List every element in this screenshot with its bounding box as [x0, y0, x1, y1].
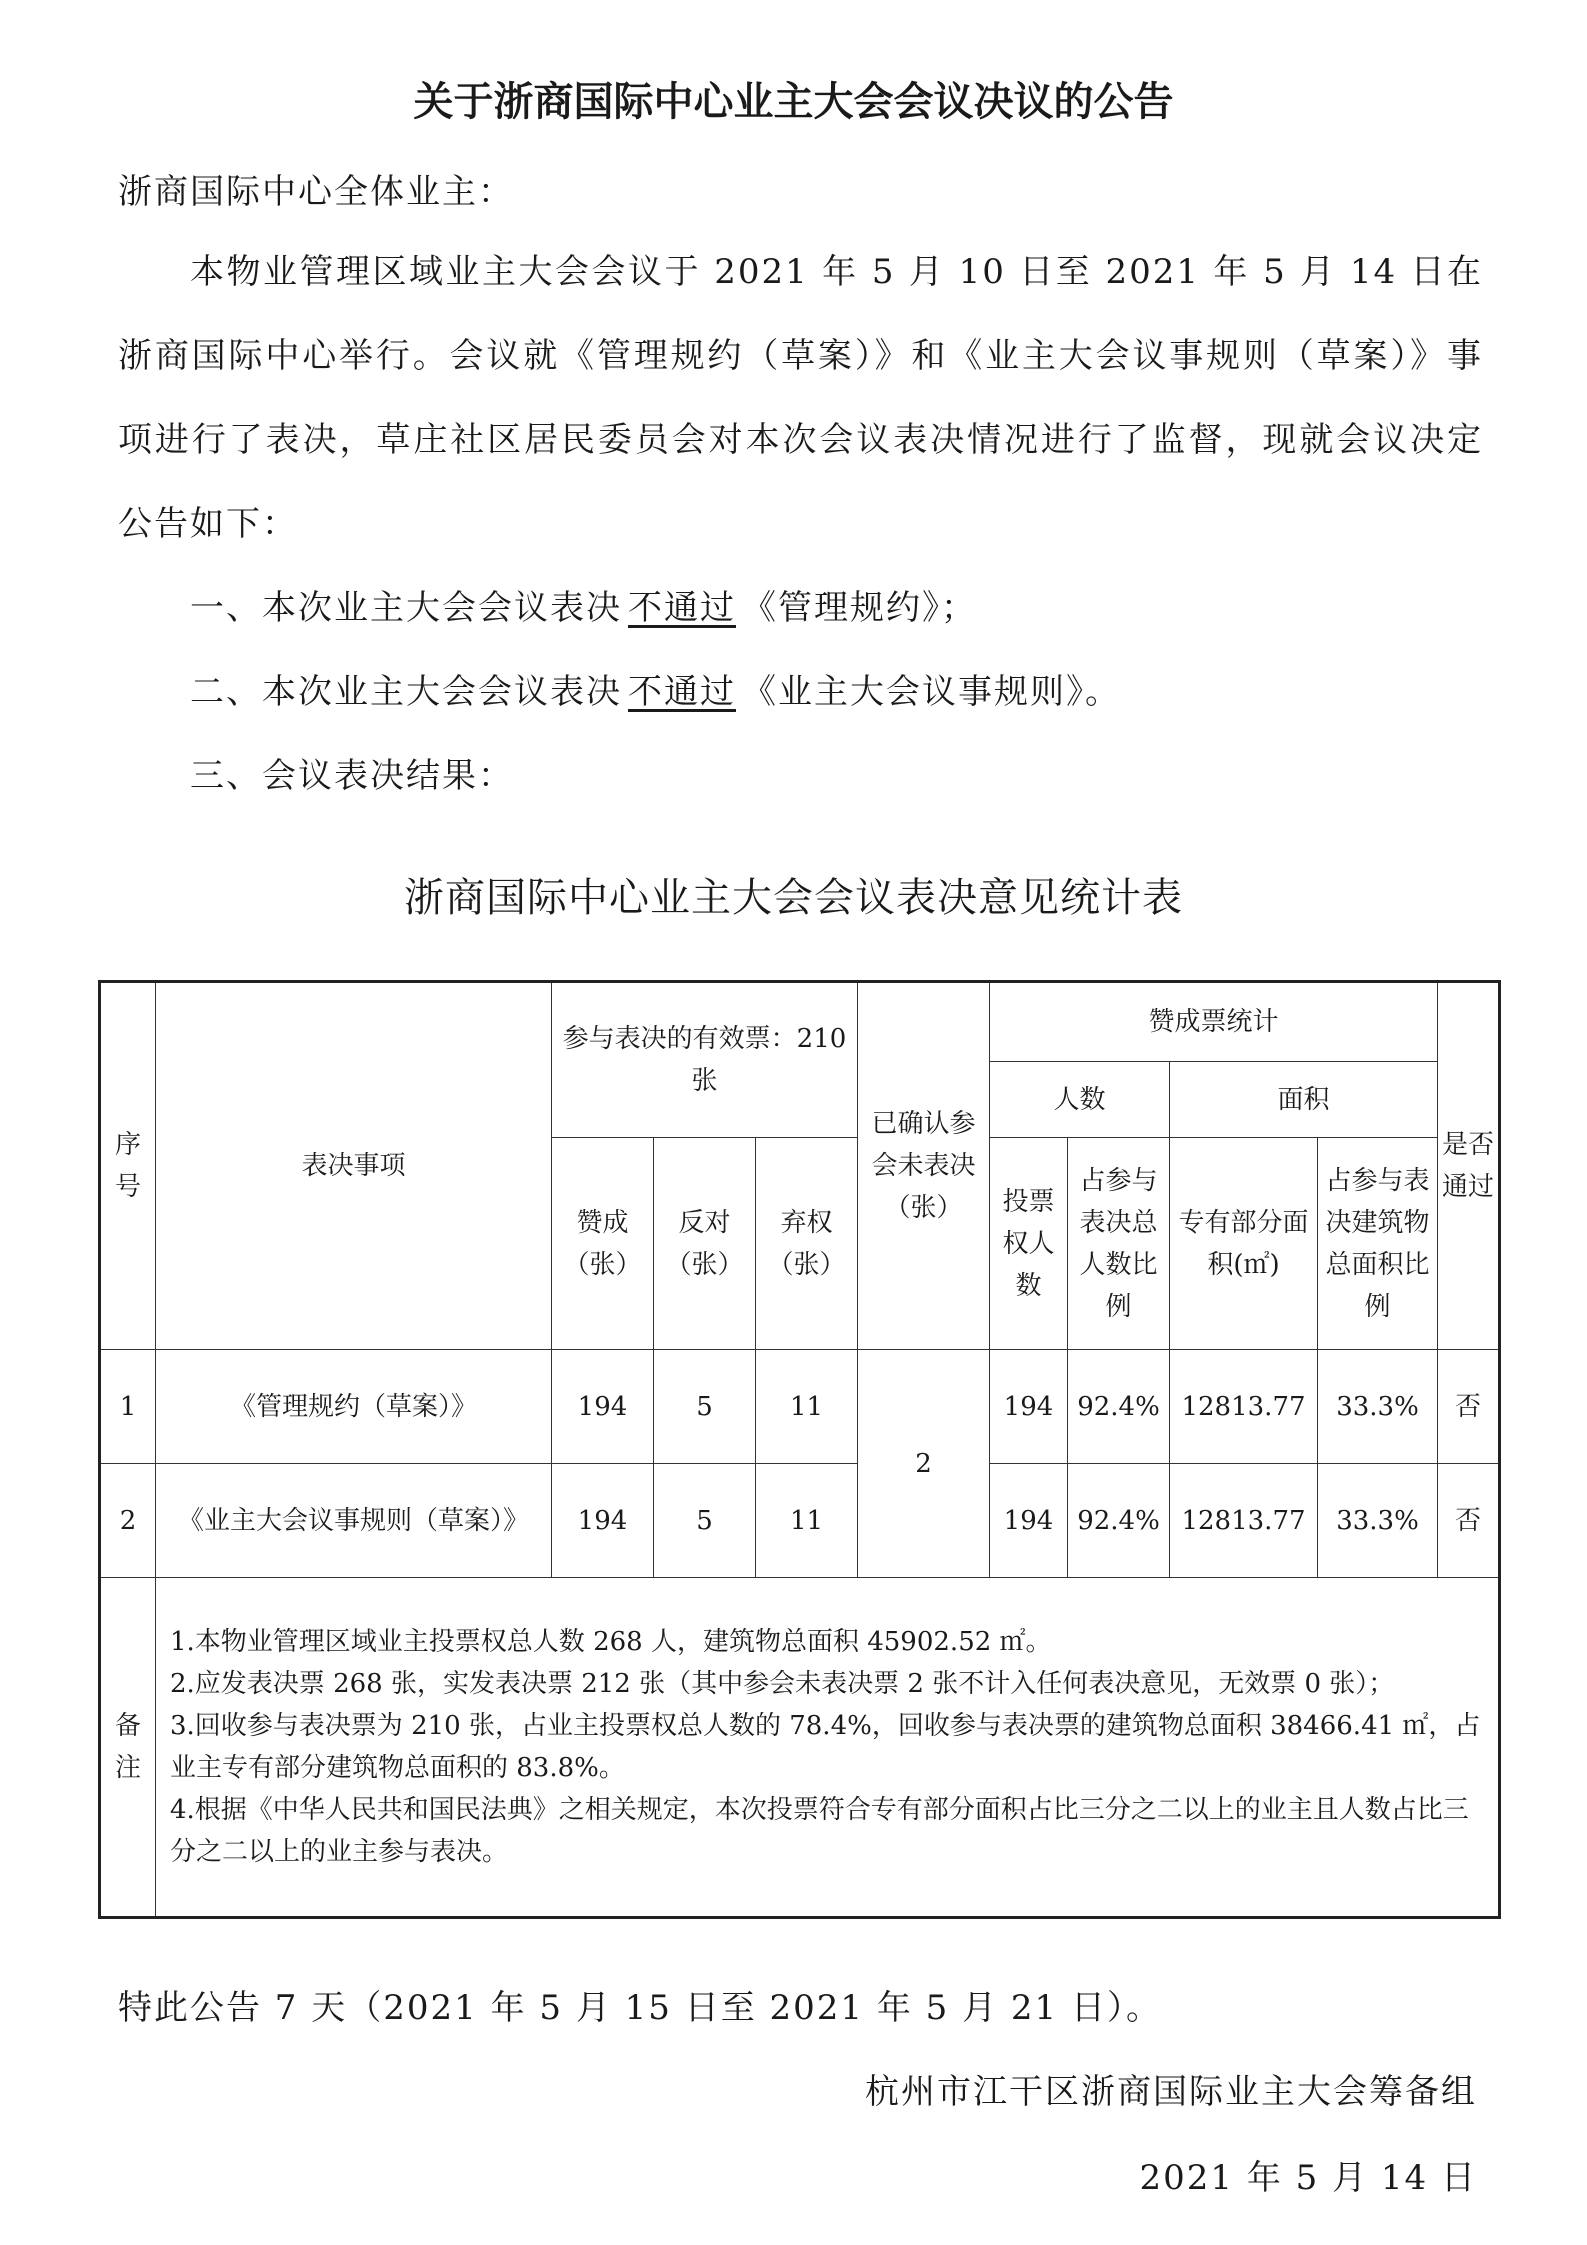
- item-result-fill: 不通过: [628, 588, 736, 628]
- notes-content: [156, 1578, 1500, 1918]
- cell-oppose: 5: [654, 1464, 756, 1578]
- table-row: [100, 1350, 1500, 1464]
- header-seq: 序号: [100, 982, 156, 1350]
- resolution-item-3: 三、会议表决结果：: [190, 756, 514, 796]
- cell-exclusive-area: 12813.77: [1170, 1350, 1318, 1464]
- header-abstain: 弃权（张）: [756, 1138, 858, 1350]
- header-valid-votes: 参与表决的有效票：210 张: [552, 982, 858, 1138]
- cell-oppose: 5: [654, 1350, 756, 1464]
- header-confirmed-absent: 已确认参会未表决（张）: [858, 982, 990, 1350]
- cell-abstain: 11: [756, 1350, 858, 1464]
- cell-voters: 194: [990, 1350, 1068, 1464]
- item-result-fill: 不通过: [628, 672, 736, 712]
- notes-label: 备注: [100, 1578, 156, 1918]
- salutation: 浙商国际中心全体业主：: [118, 172, 514, 212]
- resolution-item-2: [190, 650, 1480, 734]
- note-item: 3.回收参与表决票为 210 张，占业主投票权总人数的 78.4%，回收参与表决票的建筑物总面积 38466.41 ㎡，占业主专有部分建筑物总面积的 83.8%。: [170, 1711, 1481, 1783]
- header-voters: 投票权人数: [990, 1138, 1068, 1350]
- header-area-ratio: 占参与表决建筑物总面积比例: [1318, 1138, 1438, 1350]
- vote-statistics-table: [98, 980, 1501, 1919]
- document-title: 关于浙商国际中心业主大会会议决议的公告: [413, 79, 1174, 125]
- announcement-period: 特此公告 7 天（2021 年 5 月 15 日至 2021 年 5 月 21 日）。: [118, 1988, 1162, 2028]
- cell-passed: 否: [1438, 1464, 1500, 1578]
- item-prefix: 二、本次业主大会会议表决: [190, 672, 622, 712]
- cell-people-ratio: 92.4%: [1068, 1350, 1170, 1464]
- header-area: 面积: [1170, 1062, 1438, 1138]
- cell-area-ratio: 33.3%: [1318, 1350, 1438, 1464]
- cell-area-ratio: 33.3%: [1318, 1464, 1438, 1578]
- notes-row: [100, 1578, 1500, 1918]
- header-people: 人数: [990, 1062, 1170, 1138]
- issue-date: 2021 年 5 月 14 日: [1139, 2158, 1477, 2198]
- signer: 杭州市江干区浙商国际业主大会筹备组: [865, 2072, 1477, 2112]
- header-oppose: 反对（张）: [654, 1138, 756, 1350]
- header-approve-stats: 赞成票统计: [990, 982, 1438, 1062]
- cell-approve: 194: [552, 1350, 654, 1464]
- header-passed: 是否通过: [1438, 982, 1500, 1350]
- cell-seq: 2: [100, 1464, 156, 1578]
- table-title: 浙商国际中心业主大会会议表决意见统计表: [404, 875, 1183, 921]
- header-matter: 表决事项: [156, 982, 552, 1350]
- cell-voters: 194: [990, 1464, 1068, 1578]
- item-prefix: 一、本次业主大会会议表决: [190, 588, 622, 628]
- item-suffix: 《管理规约》；: [742, 588, 977, 628]
- note-item: 4.根据《中华人民共和国民法典》之相关规定，本次投票符合专有部分面积占比三分之二以上的业主且人数占比三分之二以上的业主参与表决。: [170, 1795, 1469, 1867]
- cell-seq: 1: [100, 1350, 156, 1464]
- cell-matter: 《业主大会议事规则（草案）》: [156, 1464, 552, 1578]
- header-approve: 赞成（张）: [552, 1138, 654, 1350]
- table-row: [100, 1464, 1500, 1578]
- cell-abstain: 11: [756, 1464, 858, 1578]
- cell-exclusive-area: 12813.77: [1170, 1464, 1318, 1578]
- header-exclusive-area: 专有部分面积(㎡): [1170, 1138, 1318, 1350]
- item-suffix: 《业主大会议事规则》。: [742, 672, 1121, 712]
- body-paragraph: 本物业管理区域业主大会会议于 2021 年 5 月 10 日至 2021 年 5 月 14 日在浙商国际中心举行。会议就《管理规约（草案）》和《业主大会议事规则（草案）》事项进行了表决，草庄社区居民委员会对本次会议表决情况进行了监督，现就会议决定公告如下：: [118, 252, 1483, 544]
- header-people-ratio: 占参与表决总人数比例: [1068, 1138, 1170, 1350]
- note-item: 1.本物业管理区域业主投票权总人数 268 人，建筑物总面积 45902.52 ㎡。: [170, 1627, 1052, 1657]
- cell-people-ratio: 92.4%: [1068, 1464, 1170, 1578]
- cell-matter: 《管理规约（草案）》: [156, 1350, 552, 1464]
- resolution-item-1: [190, 566, 1480, 650]
- cell-approve: 194: [552, 1464, 654, 1578]
- note-item: 2.应发表决票 268 张，实发表决票 212 张（其中参会未表决票 2 张不计入任何表决意见，无效票 0 张）；: [170, 1669, 1395, 1699]
- cell-confirmed-absent: 2: [858, 1350, 990, 1578]
- cell-passed: 否: [1438, 1350, 1500, 1464]
